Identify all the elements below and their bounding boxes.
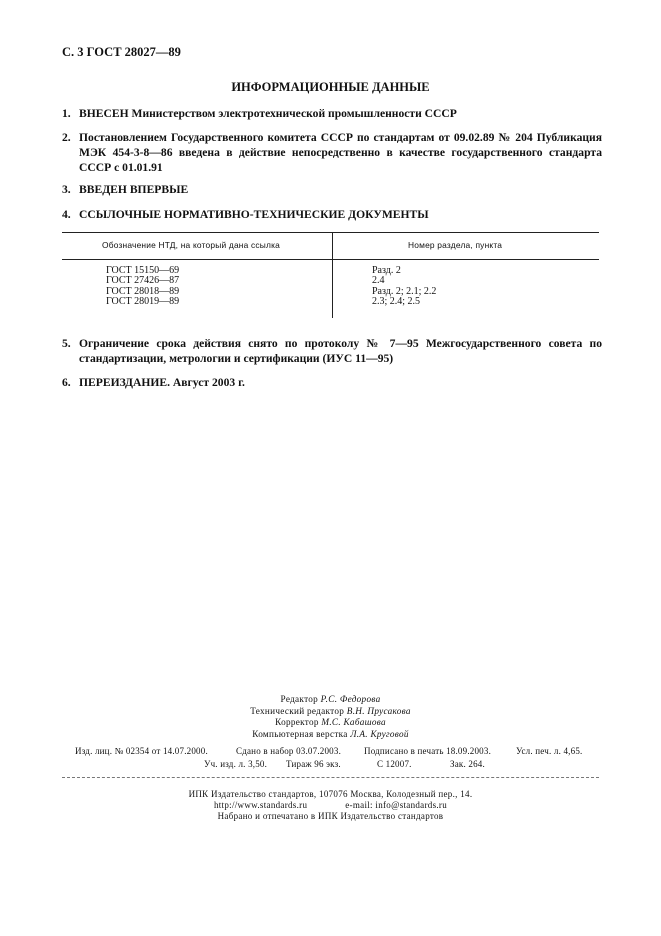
credit-tech-editor: Технический редактор В.Н. Прусакова [250, 705, 411, 716]
item-text: ВНЕСЕН Министерством электротехнической промышленности СССР [79, 107, 457, 120]
list-item-1 [62, 106, 602, 121]
list-item-3 [62, 182, 602, 197]
publisher-printed: Набрано и отпечатано в ИПК Издательство стандартов [217, 811, 444, 821]
item-number: 4. [62, 208, 71, 221]
table-header-ntd: Обозначение НТД, на который дана ссылка [102, 240, 280, 250]
table-column-divider [332, 232, 333, 318]
imprint-submitted: Сдано в набор 03.07.2003. [236, 746, 342, 756]
references-table [62, 232, 599, 318]
list-item-4 [62, 207, 602, 222]
item-text: ПЕРЕИЗДАНИЕ. Август 2003 г. [79, 376, 245, 389]
publisher-contacts [0, 800, 661, 811]
imprint-circulation: Тираж 96 экз. [286, 759, 341, 769]
imprint-license: Изд. лиц. № 02354 от 14.07.2000. [75, 746, 208, 756]
credit-corrector: Корректор М.С. Кабашова [275, 717, 386, 727]
table-cell-section: Разд. 2 [372, 265, 401, 276]
editorial-credits [0, 694, 661, 740]
list-item-6 [62, 375, 602, 390]
table-cell-section: 2.3; 2.4; 2.5 [372, 296, 421, 307]
item-number: 2. [62, 131, 71, 144]
item-number: 5. [62, 337, 71, 350]
item-number: 1. [62, 107, 71, 120]
imprint-pub-sheets: Уч. изд. л. 3,50. [204, 759, 268, 769]
table-cell-doc: ГОСТ 27426—87 [106, 275, 180, 286]
item-number: 6. [62, 376, 71, 389]
page-header: С. 3 ГОСТ 28027—89 [62, 45, 181, 59]
publisher-email: e-mail: info@standards.ru [345, 800, 448, 810]
table-cell-doc: ГОСТ 28018—89 [106, 286, 180, 297]
credit-editor: Редактор Р.С. Федорова [280, 694, 381, 704]
item-number: 3. [62, 183, 71, 196]
item-text: Ограничение срока действия снято по протоколу № 7—95 Межгосударственного совета по стандартизации, метрологии и сертификации (ИУС 11—95) [79, 337, 602, 365]
imprint-order: Зак. 264. [450, 759, 485, 769]
separator-rule [62, 777, 599, 778]
list-item-5 [62, 336, 602, 366]
item-text: ВВЕДЕН ВПЕРВЫЕ [79, 183, 189, 196]
table-top-rule [62, 232, 599, 233]
table-header-section: Номер раздела, пункта [408, 240, 503, 250]
credit-layout: Компьютерная верстка Л.А. Круговой [252, 728, 409, 739]
imprint-signed: Подписано в печать 18.09.2003. [364, 746, 492, 756]
publisher-address: ИПК Издательство стандартов, 107076 Москва, Колодезный пер., 14. [188, 789, 473, 799]
list-item-2 [62, 130, 602, 175]
table-header-rule [62, 259, 599, 260]
publisher-website: http://www.standards.ru [213, 800, 308, 810]
item-text: ССЫЛОЧНЫЕ НОРМАТИВНО-ТЕХНИЧЕСКИЕ ДОКУМЕНТЫ [79, 208, 429, 221]
section-title: ИНФОРМАЦИОННЫЕ ДАННЫЕ [231, 80, 430, 94]
publisher-info [0, 789, 661, 822]
table-cell-section: 2.4 [372, 275, 385, 286]
table-cell-section: Разд. 2; 2.1; 2.2 [372, 286, 437, 297]
imprint-order-c: С 12007. [377, 759, 412, 769]
imprint-print-sheets: Усл. печ. л. 4,65. [516, 746, 583, 756]
table-cell-doc: ГОСТ 15150—69 [106, 265, 180, 276]
item-text: Постановлением Государственного комитета СССР по стандартам от 09.02.89 № 204 Публикация МЭК 454-3-8—86 введена в действие непосредственно в качестве государственного стандарта СССР с 01.01.91 [79, 131, 602, 174]
table-cell-doc: ГОСТ 28019—89 [106, 296, 180, 307]
